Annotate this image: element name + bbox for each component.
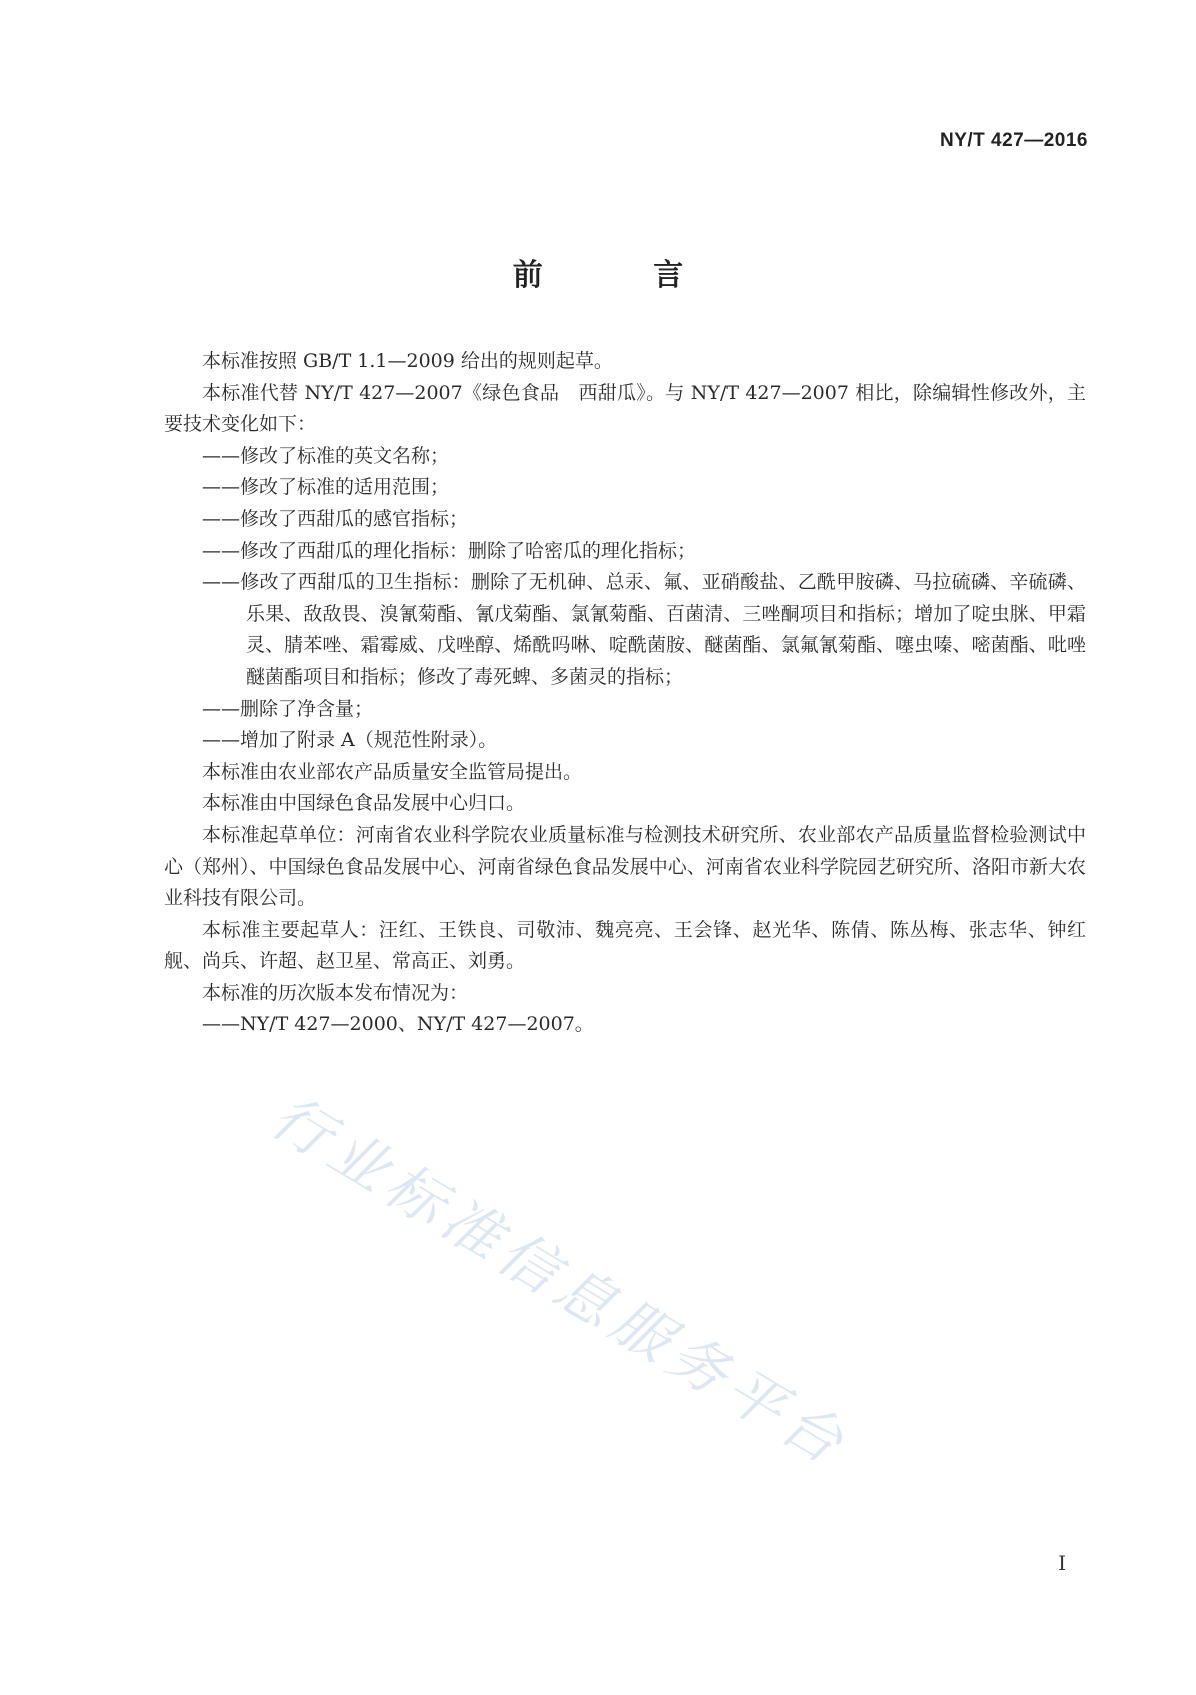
change-item: ——删除了净含量； (202, 697, 374, 720)
change-item: ——修改了西甜瓜的感官指标； (202, 507, 469, 530)
paragraph: 本标准按照 GB/T 1.1—2009 给出的规则起草。 (202, 350, 613, 372)
paragraph: 本标准由中国绿色食品发展中心归口。 (202, 792, 526, 815)
paragraph: 本标准由农业部农产品质量安全监管局提出。 (202, 760, 583, 783)
change-item: ——修改了西甜瓜的卫生指标：删除了无机砷、总汞、氟、亚硝酸盐、乙酰甲胺磷、马拉硫磷、辛硫磷、乐果、敌敌畏、溴氰菊酯、氰戊菊酯、氯氰菊酯、百菌清、三唑酮项目和指标；增加了啶虫脒、甲霜灵、腈苯唑、霜霉威、戊唑醇、烯酰吗啉、啶酰菌胺、醚菌酯、氯氟氰菊酯、噻虫嗪、嘧菌酯、吡唑醚菌酯项目和指标；修改了毒死蜱、多菌灵的指标； (202, 571, 1086, 688)
paragraph: 本标准主要起草人：汪红、王铁良、司敬沛、魏亮亮、王会锋、赵光华、陈倩、陈丛梅、张志华、钟红舰、尚兵、许超、赵卫星、常高正、刘勇。 (164, 918, 1086, 973)
paragraph: 本标准的历次版本发布情况为： (202, 981, 469, 1004)
watermark: 行业标准信息服务平台 (259, 1082, 861, 1481)
change-item: ——修改了标准的英文名称； (202, 444, 450, 467)
version-item: ——NY/T 427—2000、NY/T 427—2007。 (202, 1013, 594, 1036)
page-title: 前 言 (512, 258, 734, 293)
standard-code: NY/T 427—2016 (939, 130, 1088, 151)
page-number: I (1058, 1551, 1066, 1575)
foreword-body (164, 346, 1086, 1041)
change-item: ——修改了西甜瓜的理化指标：删除了哈密瓜的理化指标； (202, 539, 697, 562)
paragraph: 本标准代替 NY/T 427—2007《绿色食品 西甜瓜》。与 NY/T 427—2007 相比，除编辑性修改外，主要技术变化如下： (164, 381, 1086, 436)
paragraph: 本标准起草单位：河南省农业科学院农业质量标准与检测技术研究所、农业部农产品质量监督检验测试中心（郑州）、中国绿色食品发展中心、河南省绿色食品发展中心、河南省农业科学院园艺研究所、洛阳市新大农业科技有限公司。 (164, 823, 1086, 910)
change-item: ——增加了附录 A（规范性附录）。 (202, 729, 498, 752)
change-item: ——修改了标准的适用范围； (202, 476, 450, 499)
